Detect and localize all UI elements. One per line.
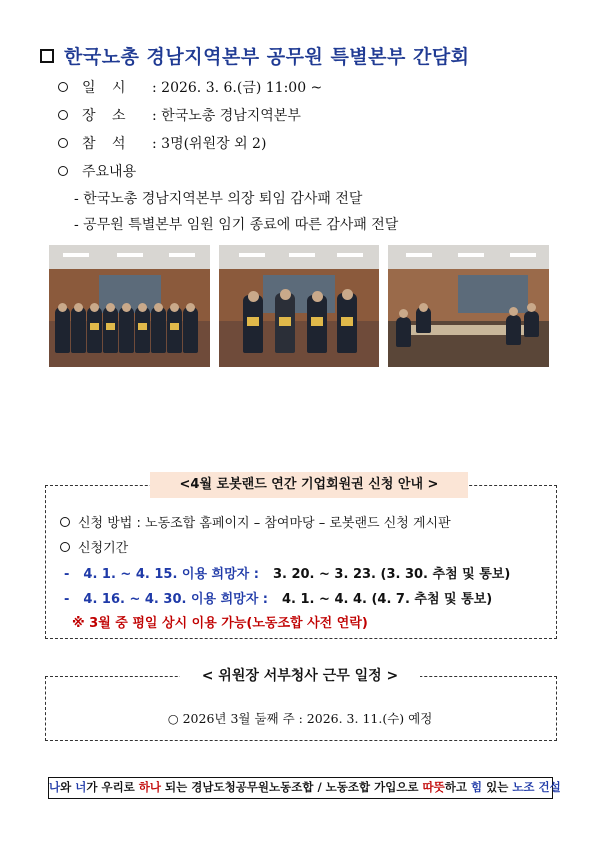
page-title-text: 한국노총 경남지역본부 공무원 특별본부 간담회 — [64, 46, 470, 68]
circle-bullet-icon — [58, 166, 68, 176]
notice-period-row: - 4. 16. ~ 4. 30. 이용 희망자 : 4. 1. ~ 4. 4. (4. 7. 추첨 및 통보) — [64, 592, 493, 607]
page-title — [40, 42, 470, 69]
notice-note: ※ 3월 중 평일 상시 이용 가능(노동조합 사전 연락) — [72, 616, 368, 631]
notice-period-row: - 4. 1. ~ 4. 15. 이용 희망자 : 3. 20. ~ 3. 23. (3. 30. 추첨 및 통보) — [64, 567, 511, 582]
slogan-banner: 나와 너가 우리로 하나 되는 경남도청공무원노동조합 / 노동조합 가입으로 따뜻하고 힘 있는 노조 건설 — [48, 777, 553, 799]
circle-bullet-icon — [58, 82, 68, 92]
info-place: 장 소 : 한국노총 경남지역본부 — [58, 105, 301, 125]
circle-bullet-icon — [58, 138, 68, 148]
notice-method: 신청 방법 : 노동조합 홈페이지 – 참여마당 – 로봇랜드 신청 게시판 — [60, 512, 451, 531]
info-date: 일 시 : 2026. 3. 6.(금) 11:00 ~ — [58, 77, 322, 97]
circle-bullet-icon — [58, 110, 68, 120]
circle-bullet-icon — [60, 517, 70, 527]
schedule-heading: < 위원장 서부청사 근무 일정 > — [180, 665, 420, 685]
checkbox-square-icon — [40, 49, 54, 63]
content-item: - 공무원 특별본부 임원 임기 종료에 따른 감사패 전달 — [74, 217, 399, 233]
schedule-item: ○ 2026년 3월 둘째 주 : 2026. 3. 11.(수) 예정 — [167, 711, 433, 726]
notice-period-label: 신청기간 — [60, 537, 128, 556]
circle-bullet-icon — [60, 542, 70, 552]
meeting-photo-1 — [49, 245, 210, 367]
info-content: 주요내용 — [58, 161, 136, 181]
meeting-photo-2 — [219, 245, 379, 367]
notice-heading: <4월 로봇랜드 연간 기업회원권 신청 안내 > — [150, 472, 468, 498]
content-item: - 한국노총 경남지역본부 의장 퇴임 감사패 전달 — [74, 191, 363, 207]
info-attend: 참 석 : 3명(위원장 외 2) — [58, 133, 266, 153]
meeting-photo-3 — [388, 245, 549, 367]
